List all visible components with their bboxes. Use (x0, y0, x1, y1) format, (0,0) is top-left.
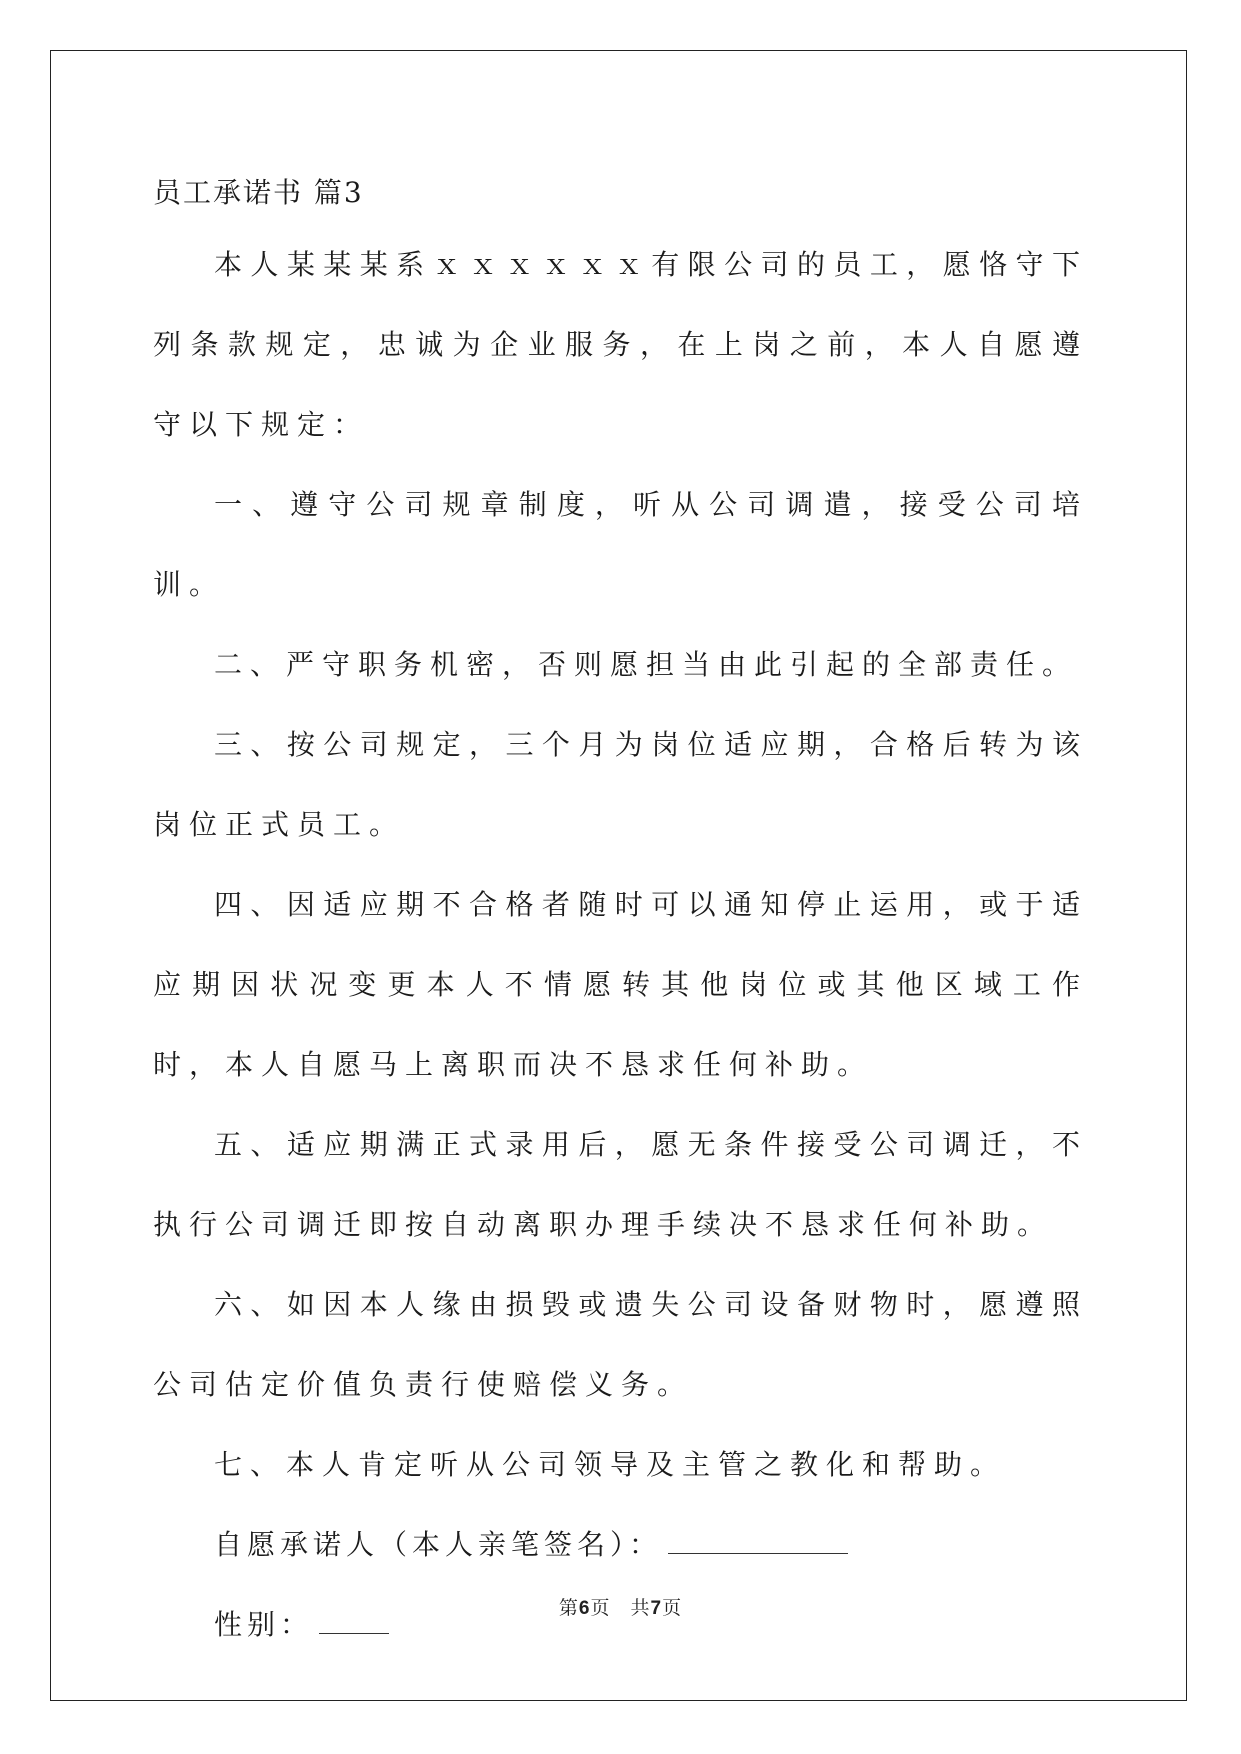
footer-prefix: 第 (558, 1597, 579, 1619)
footer-total-pages: 7 (650, 1598, 663, 1619)
footer-suffix: 页 (662, 1597, 683, 1619)
signature-label: 自愿承诺人（本人亲笔签名）： (214, 1528, 663, 1561)
gender-label: 性别： (214, 1608, 314, 1641)
signature-blank[interactable] (668, 1527, 848, 1554)
paragraph-clause-7: 七、本人肯定听从公司领导及主管之教化和帮助。 (214, 1448, 1007, 1481)
paragraph-clause-4: 四、因适应期不合格者随时可以通知停止运用，或于适应期因状况变更本人不情愿转其他岗位或其他区域工作时，本人自愿马上离职而决不恳求任何补助。 (153, 888, 1088, 1081)
footer-page-number: 6 (578, 1598, 591, 1619)
document-body (153, 163, 1088, 1665)
paragraph-clause-1: 一、遵守公司规章制度，听从公司调遣，接受公司培训。 (153, 488, 1088, 601)
paragraph-clause-6: 六、如因本人缘由损毁或遗失公司设备财物时，愿遵照公司估定价值负责行使赔偿义务。 (153, 1288, 1088, 1401)
paragraph-clause-2: 二、严守职务机密，否则愿担当由此引起的全部责任。 (214, 648, 1079, 681)
page-footer (0, 1593, 1241, 1620)
document-title: 员工承诺书 篇3 (153, 176, 364, 209)
paragraph-clause-3: 三、按公司规定，三个月为岗位适应期，合格后转为该岗位正式员工。 (153, 728, 1088, 841)
signature-line (153, 1505, 1088, 1585)
paragraph-clause-5: 五、适应期满正式录用后，愿无条件接受公司调迁，不执行公司调迁即按自动离职办理手续决不恳求任何补助。 (153, 1128, 1088, 1241)
footer-mid: 页 共 (590, 1597, 651, 1619)
paragraph-intro: 本人某某某系ｘｘｘｘｘｘ有限公司的员工，愿恪守下列条款规定，忠诚为企业服务，在上岗之前，本人自愿遵守以下规定： (153, 248, 1088, 441)
